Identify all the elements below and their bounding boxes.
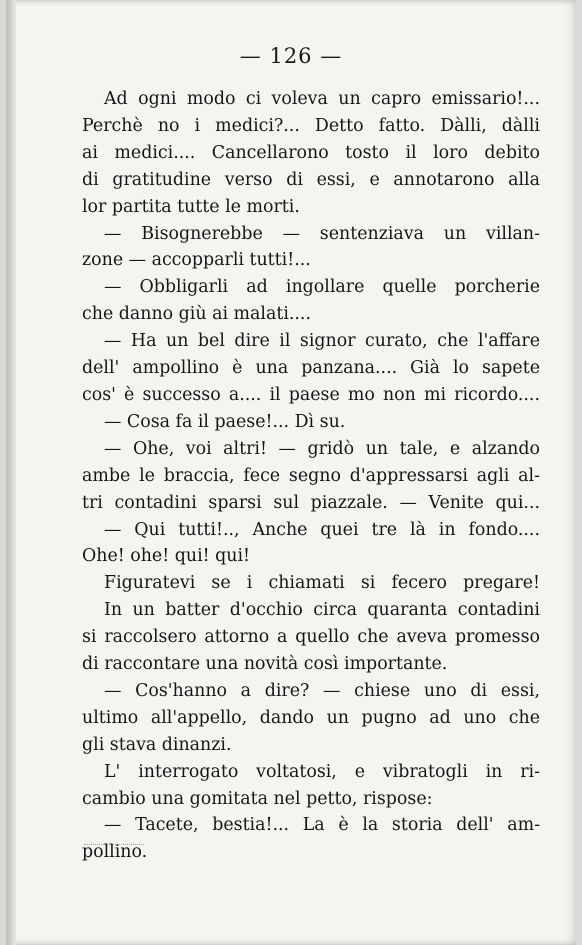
- text-line: si raccolsero attorno a quello che aveva promesso: [82, 627, 540, 648]
- text-line: Ad ogni modo ci voleva un capro emissario!...: [104, 89, 540, 109]
- text-line: — Bisognerebbe — sentenziava un villan-: [104, 223, 540, 244]
- text-line: ultimo all'appello, dando un pugno ad uno che: [82, 707, 540, 728]
- text-line: — Tacete, bestia!... La è la storia dell' am-: [104, 815, 540, 836]
- scan-artifact: [84, 844, 144, 855]
- text-line: — Cosa fa il paese!... Dì su.: [104, 411, 346, 432]
- text-line: — Ohe, voi altri! — gridò un tale, e alzando: [104, 438, 540, 459]
- text-line: — Cos'hanno a dire? — chiese uno di essi,: [104, 680, 540, 701]
- text-line: dell' ampollino è una panzana.... Già lo sapete: [82, 358, 540, 379]
- text-line: di raccontare una novità così importante.: [82, 654, 448, 675]
- text-line: — Ha un bel dire il signor curato, che l'affare: [104, 331, 540, 352]
- text-line: ambe le braccia, fece segno d'appressarsi agli al-: [82, 465, 540, 486]
- text-line: tri contadini sparsi sul piazzale. — Venite qui...: [82, 492, 540, 513]
- text-line: zone — accopparli tutti!...: [82, 250, 311, 271]
- text-line: cambio una gomitata nel petto, rispose:: [82, 788, 433, 809]
- body-text: [82, 86, 540, 866]
- text-line: pollino.: [82, 842, 148, 863]
- text-line: — Qui tutti!.., Anche quei tre là in fondo....: [104, 519, 540, 540]
- page-binding-shadow: [6, 0, 16, 945]
- text-line: ai medici.... Cancellarono tosto il loro debito: [82, 142, 540, 163]
- text-line: Ohe! ohe! qui! qui!: [82, 546, 251, 567]
- text-line: Perchè no i medici?... Detto fatto. Dàlli, dàlli: [82, 115, 540, 136]
- text-line: cos' è successo a.... il paese mo non mi ricordo....: [82, 384, 540, 405]
- text-line: L' interrogato voltatosi, e vibratogli in ri-: [104, 761, 540, 782]
- text-line: lor partita tutte le morti.: [82, 196, 300, 217]
- text-line: In un batter d'occhio circa quaranta contadini: [104, 600, 540, 621]
- text-line: Figuratevi se i chiamati si fecero pregare!: [104, 573, 540, 594]
- text-line: gli stava dinanzi.: [82, 734, 232, 755]
- text-line: di gratitudine verso di essi, e annotarono alla: [82, 169, 540, 190]
- text-line: — Obbligarli ad ingollare quelle porcherie: [104, 277, 540, 298]
- text-line: che danno giù ai malati....: [82, 304, 311, 325]
- page-number: — 126 —: [239, 44, 343, 68]
